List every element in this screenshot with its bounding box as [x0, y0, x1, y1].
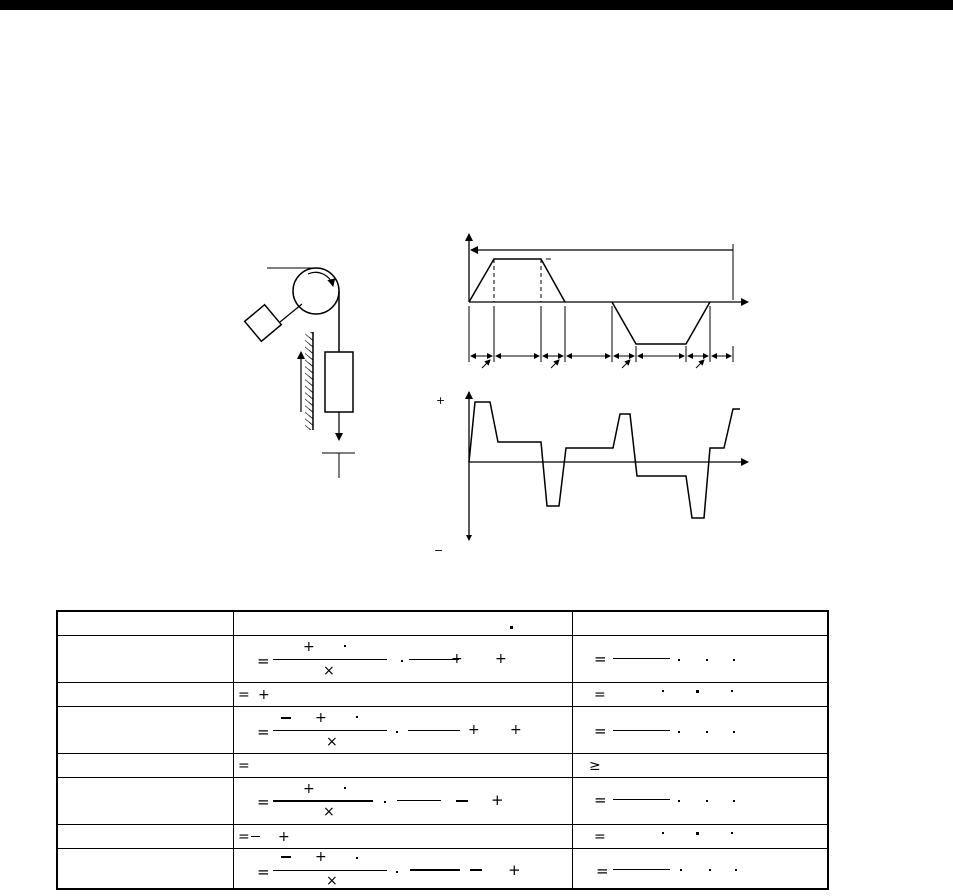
- hoist-mechanism-diagram: [245, 268, 355, 478]
- positive-sign: +: [436, 394, 446, 407]
- forward-speed-trace: [469, 259, 565, 302]
- torque-pattern-chart: [434, 392, 748, 557]
- negative-sign: −: [434, 544, 444, 557]
- motor-box: [245, 305, 282, 342]
- load-weight: [325, 352, 353, 412]
- rotation-arrow-icon: [308, 272, 333, 286]
- formula-table: = + × + + = = + = = + × + + = = ≥ = + × + = = + = = + × + =: [56, 610, 829, 890]
- torque-trace: [469, 402, 740, 518]
- pulley-drum: [293, 268, 339, 314]
- speed-pattern-chart: [469, 234, 748, 368]
- reverse-speed-trace: [612, 302, 710, 344]
